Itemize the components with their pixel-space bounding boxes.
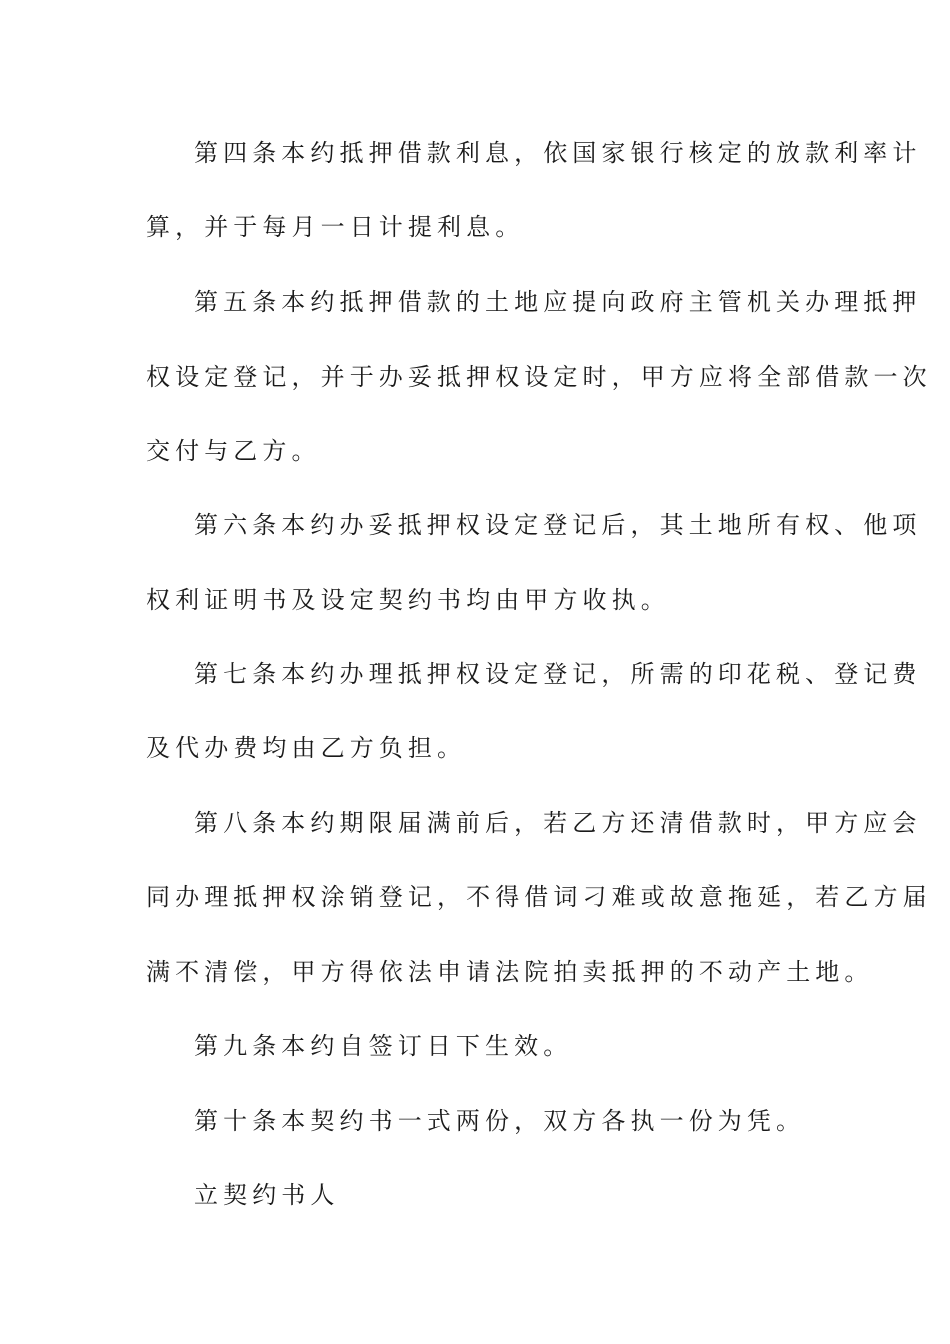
article-5-line-1: 第五条本约抵押借款的土地应提向政府主管机关办理抵押: [194, 288, 922, 316]
signatory-label: 立契约书人: [194, 1181, 340, 1209]
article-7-line-1: 第七条本约办理抵押权设定登记，所需的印花税、登记费: [194, 660, 922, 688]
article-4-line-2: 算，并于每月一日计提利息。: [146, 213, 525, 241]
article-10-line-1: 第十条本契约书一式两份，双方各执一份为凭。: [194, 1107, 806, 1135]
article-8-line-1: 第八条本约期限届满前后，若乙方还清借款时，甲方应会: [194, 809, 922, 837]
article-5-line-3: 交付与乙方。: [146, 437, 321, 465]
article-7-line-2: 及代办费均由乙方负担。: [146, 734, 467, 762]
article-6-line-2: 权利证明书及设定契约书均由甲方收执。: [146, 586, 670, 614]
article-9-line-1: 第九条本约自签订日下生效。: [194, 1032, 573, 1060]
article-4-line-1: 第四条本约抵押借款利息，依国家银行核定的放款利率计: [194, 139, 922, 167]
article-5-line-2: 权设定登记，并于办妥抵押权设定时，甲方应将全部借款一次: [146, 363, 932, 391]
article-8-line-3: 满不清偿，甲方得依法申请法院拍卖抵押的不动产土地。: [146, 958, 874, 986]
article-6-line-1: 第六条本约办妥抵押权设定登记后，其土地所有权、他项: [194, 511, 922, 539]
article-8-line-2: 同办理抵押权涂销登记，不得借词刁难或故意拖延，若乙方届: [146, 883, 932, 911]
